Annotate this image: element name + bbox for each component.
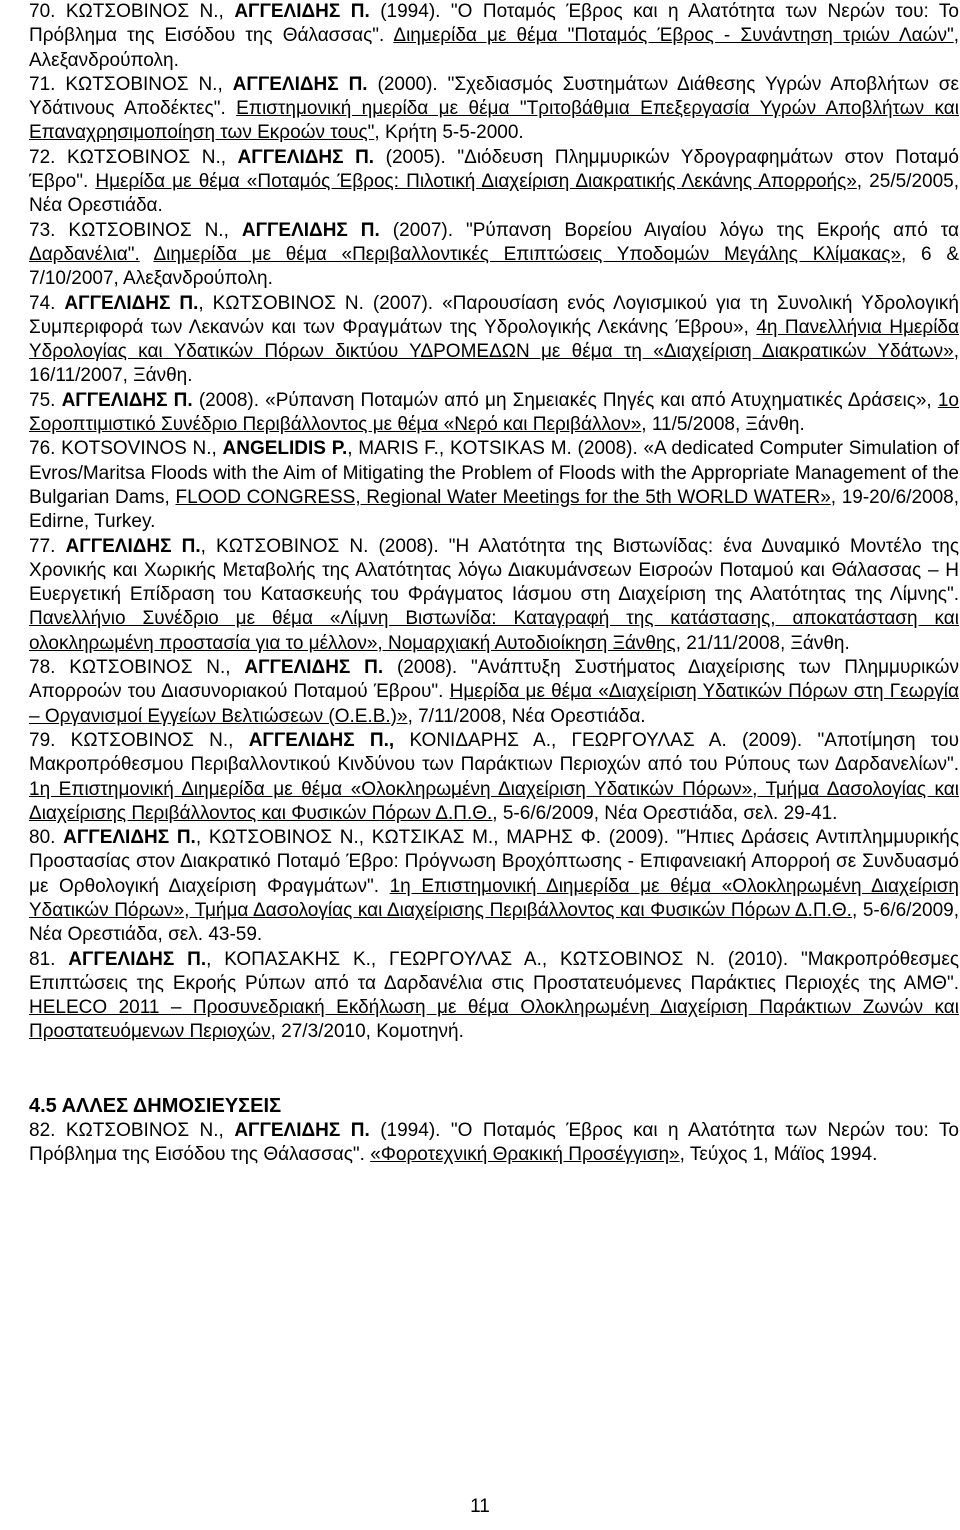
ref-text: , 19-20/6/2008, Edirne, Turkey. [29, 486, 959, 533]
ref-text: , 5-6/6/2009, Νέα Ορεστιάδα, σελ. 43-59. [29, 899, 959, 946]
author-name: ΑΓΓΕΛΙΔΗΣ Π. [237, 146, 375, 168]
ref-text: , 16/11/2007, Ξάνθη. [29, 341, 959, 387]
ref-text: , 5-6/6/2009, Νέα Ορεστιάδα, σελ. 29-41. [492, 802, 838, 824]
ref-text: 73. ΚΩΤΣΟΒΙΝΟΣ Ν., [29, 219, 242, 241]
ref-text: 80. [29, 827, 64, 849]
ref-text: , 11/5/2008, Ξάνθη. [641, 414, 805, 436]
section-spacer [29, 1045, 959, 1093]
ref-text: 70. ΚΩΤΣΟΒΙΝΟΣ Ν., [29, 1, 235, 22]
reference-75 [29, 389, 959, 438]
ref-text: 72. ΚΩΤΣΟΒΙΝΟΣ Ν., [29, 146, 238, 168]
ref-text: , Τεύχος 1, Μάϊος 1994. [679, 1144, 878, 1166]
ref-text: , 27/3/2010, Κομοτηνή. [270, 1021, 464, 1043]
section-heading: 4.5 ΑΛΛΕΣ ΔΗΜΟΣΙΕΥΣΕΙΣ [29, 1094, 282, 1117]
ref-text: , ΚΟΠΑΣΑΚΗΣ Κ., ΓΕΩΡΓΟΥΛΑΣ Α., ΚΩΤΣΟΒΙΝΟΣ Ν. (2010). "Μακροπρόθεσμες Επιπτώσεις της Εκροής Ρύπων από τα Δαρδανέλια στις Προστατευόμενες Παράκτιες Περιοχές της ΑΜΘ". [29, 948, 959, 994]
reference-82 [29, 1119, 959, 1168]
ref-text: , ΚΩΤΣΟΒΙΝΟΣ Ν., ΚΩΤΣΙΚΑΣ Μ., ΜΑΡΗΣ Φ. (2009). "Ήπιες Δράσεις Αντιπλημμυρικής Προστασίας στον Διακρατικό Ποταμό Έβρο: Πρόγνωση Βροχόπτωσης - Επιφανειακή Απορροή σε Συνδυασμό με Ορθολογική Διαχείριση Φραγμάτων". [29, 827, 959, 897]
venue-text: Διημερίδα με θέμα «Περιβαλλοντικές Επιπτώσεις Υποδομών Μεγάλης Κλίμακας» [153, 243, 902, 265]
ref-text: , 6 & 7/10/2007, Αλεξανδρούπολη. [29, 243, 960, 290]
ref-text: 81. [29, 948, 69, 970]
author-name: ΑΓΓΕΛΙΔΗΣ Π. [232, 73, 368, 95]
ref-text [140, 244, 154, 265]
ref-text: 78. ΚΩΤΣΟΒΙΝΟΣ Ν., [29, 657, 245, 679]
venue-text: FLOOD CONGRESS, Regional Water Meetings for the 5th WORLD WATER» [175, 486, 831, 508]
document-page [29, 0, 959, 1530]
reference-81 [29, 948, 959, 1045]
ref-text: , ΚΩΤΣΟΒΙΝΟΣ Ν. (2007). «Παρουσίαση ενός Λογισμικού για τη Συνολική Υδρολογική Συμπεριφορά των Λεκανών και των Φραγμάτων της Υδρολογικής Λεκάνης Έβρου», [29, 292, 959, 338]
ref-text: , Αλεξανδρούπολη. [29, 25, 959, 71]
page-number: 11 [470, 1496, 490, 1517]
ref-text: , ΚΩΤΣΟΒΙΝΟΣ Ν. (2008). "Η Αλατότητα της Βιστωνίδας: ένα Δυναμικό Μοντέλο της Χρονικής και Χωρικής Μεταβολής της Αλατότητας λόγω Διακυμάνσεων Εισροών Ποταμού και Θάλασσας – Η Ευεργετική Επίδραση του Κατασκευής του Φράγματος Ιάσμου στη Διαχείριση της Αλατότητας της Λίμνης". [29, 535, 960, 606]
venue-text: Ημερίδα με θέμα «Διαχείριση Υδατικών Πόρων στη Γεωργία – Οργανισμοί Εγγείων Βελτιώσεων (Ο.Ε.Β.)» [29, 681, 960, 727]
author-name: ΑΓΓΕΛΙΔΗΣ Π. [64, 292, 199, 314]
ref-text: 71. ΚΩΤΣΟΒΙΝΟΣ Ν., [29, 73, 233, 95]
reference-80 [29, 826, 959, 947]
ref-text: ΚΟΝΙΔΑΡΗΣ Α., ΓΕΩΡΓΟΥΛΑΣ Α. (2009). "Αποτίμηση του Μακροπρόθεσμου Περιβαλλοντικού Κινδύνου των Παράκτιων Περιοχών από του Ρύπους των Δαρδανελίων". [29, 729, 959, 776]
venue-text: 1η Επιστημονική Διημερίδα με θέμα «Ολοκληρωμένη Διαχείριση Υδατικών Πόρων», Τμήμα Δασολογίας και Διαχείρισης Περιβάλλοντος και Φυσικών Πόρων Δ.Π.Θ. [29, 778, 959, 824]
ref-text: . [82, 171, 96, 193]
venue-text: 4η Πανελλήνια Ημερίδα Υδρολογίας και Υδατικών Πόρων δικτύου ΥΔΡΟΜΕΔΩΝ με θέμα τη «Διαχείριση Διακρατικών Υδάτων» [29, 316, 959, 363]
author-name: ΑΓΓΕΛΙΔΗΣ Π. [244, 657, 384, 679]
reference-70 [29, 0, 959, 73]
ref-text: 76. KOTSOVINOS N., [29, 438, 223, 460]
author-name: ΑΓΓΕΛΙΔΗΣ Π. [234, 1119, 370, 1141]
venue-text: «Φοροτεχνική Θρακική Προσέγγιση» [370, 1144, 680, 1166]
author-name: ΑΓΓΕΛΙΔΗΣ Π. [65, 535, 201, 557]
ref-text: (2008). «Ρύπανση Ποταμών από μη Σημειακές Πηγές και από Ατυχηματικές Δράσεις», [192, 389, 938, 411]
venue-text: Επιστημονική ημερίδα με θέμα "Τριτοβάθμια Επεξεργασία Υγρών Αποβλήτων και Επαναχρησιμοποίηση των Εκροών τους" [29, 98, 959, 144]
ref-text: (2008). "Ανάπτυξη Συστήματος Διαχείρισης των Πλημμυρικών Απορροών του Διασυνοριακού Ποταμού Έβρου". [29, 657, 960, 703]
author-name: ΑΓΓΕΛΙΔΗΣ Π. [61, 389, 193, 411]
author-name: ΑΓΓΕΛΙΔΗΣ Π., [248, 729, 395, 751]
author-name: ΑΓΓΕΛΙΔΗΣ Π. [234, 1, 370, 22]
ref-text: 75. [29, 389, 62, 411]
author-name: ΑΓΓΕΛΙΔΗΣ Π. [241, 219, 380, 241]
ref-title: Δαρδανέλια". [29, 243, 140, 265]
reference-76 [29, 437, 959, 534]
author-name: ΑΓΓΕΛΙΔΗΣ Π. [63, 827, 196, 849]
ref-text: (2005). [374, 146, 458, 168]
ref-text: , 21/11/2008, Ξάνθη. [675, 632, 850, 654]
ref-text: , Κρήτη 5-5-2000. [374, 122, 524, 144]
reference-73 [29, 219, 959, 292]
reference-74 [29, 292, 959, 389]
ref-text: , MARIS F., KOTSIKAS M. (2008). «A dedicated Computer Simulation of Evros/Maritsa Floods with the Aim of Mitigating the Problem of Floods with the Appropriate Management of the Bulgarian Dams, [29, 438, 960, 508]
ref-text: , 7/11/2008, Νέα Ορεστιάδα. [407, 705, 646, 727]
reference-79 [29, 729, 959, 826]
reference-77 [29, 535, 959, 656]
ref-text: 74. [29, 292, 65, 314]
ref-text: (1994). "Ο Ποταμός Έβρος και η Αλατότητα των Νερών του: Το Πρόβλημα της Εισόδου της Θάλασσας". [29, 1119, 959, 1166]
ref-text: 79. ΚΩΤΣΟΒΙΝΟΣ Ν., [29, 729, 249, 751]
venue-text: Διημερίδα με θέμα "Ποταμός Έβρος - Συνάντηση τριών Λαών" [393, 25, 954, 47]
venue-text: Πανελλήνιο Συνέδριο με θέμα «Λίμνη Βιστωνίδα: Καταγραφή της κατάστασης, αποκατάσταση και ολοκληρωμένη προστασία για το μέλλον», Νομαρχιακή Αυτοδιοίκηση Ξάνθης [29, 608, 959, 654]
ref-text: , 25/5/2005, Νέα Ορεστιάδα. [29, 171, 959, 217]
ref-text: (1994). "Ο Ποταμός Έβρος και η Αλατότητα των Νερών του: Το Πρόβλημα της Εισόδου της Θάλασσας". [29, 1, 959, 47]
venue-text: 1ο Σοροπτιμιστικό Συνέδριο Περιβάλλοντος με θέμα «Νερό και Περιβάλλον» [29, 389, 959, 436]
reference-72 [29, 146, 959, 219]
venue-text: HELECO 2011 – Προσυνεδριακή Εκδήλωση με θέμα Ολοκληρωμένη Διαχείριση Παράκτιων Ζωνών και Προστατευόμενων Περιοχών [29, 997, 959, 1043]
author-name: ΑΓΓΕΛΙΔΗΣ Π. [68, 948, 207, 970]
reference-71 [29, 73, 959, 146]
ref-text: (2007). "Ρύπανση Βορείου Αιγαίου λόγω της Εκροής από τα [379, 219, 959, 241]
venue-text: Ημερίδα με θέμα «Ποταμός Έβρος: Πιλοτική Διαχείριση Διακρατικής Λεκάνης Απορροής» [95, 171, 857, 193]
ref-title: "Διόδευση Πλημμυρικών Υδρογραφημάτων στον Ποταμό Έβρο" [29, 146, 959, 193]
ref-text: 82. ΚΩΤΣΟΒΙΝΟΣ Ν., [29, 1119, 235, 1141]
venue-text: 1η Επιστημονική Διημερίδα με θέμα «Ολοκληρωμένη Διαχείριση Υδατικών Πόρων», Τμήμα Δασολογίας και Διαχείρισης Περιβάλλοντος και Φυσικών Πόρων Δ.Π.Θ. [29, 875, 959, 921]
ref-text: 77. [29, 535, 66, 557]
ref-text: (2000). "Σχεδιασμός Συστημάτων Διάθεσης Υγρών Αποβλήτων σε Υδάτινους Αποδέκτες". [29, 73, 959, 120]
reference-78 [29, 656, 959, 729]
author-name: ANGELIDIS P. [222, 438, 348, 460]
